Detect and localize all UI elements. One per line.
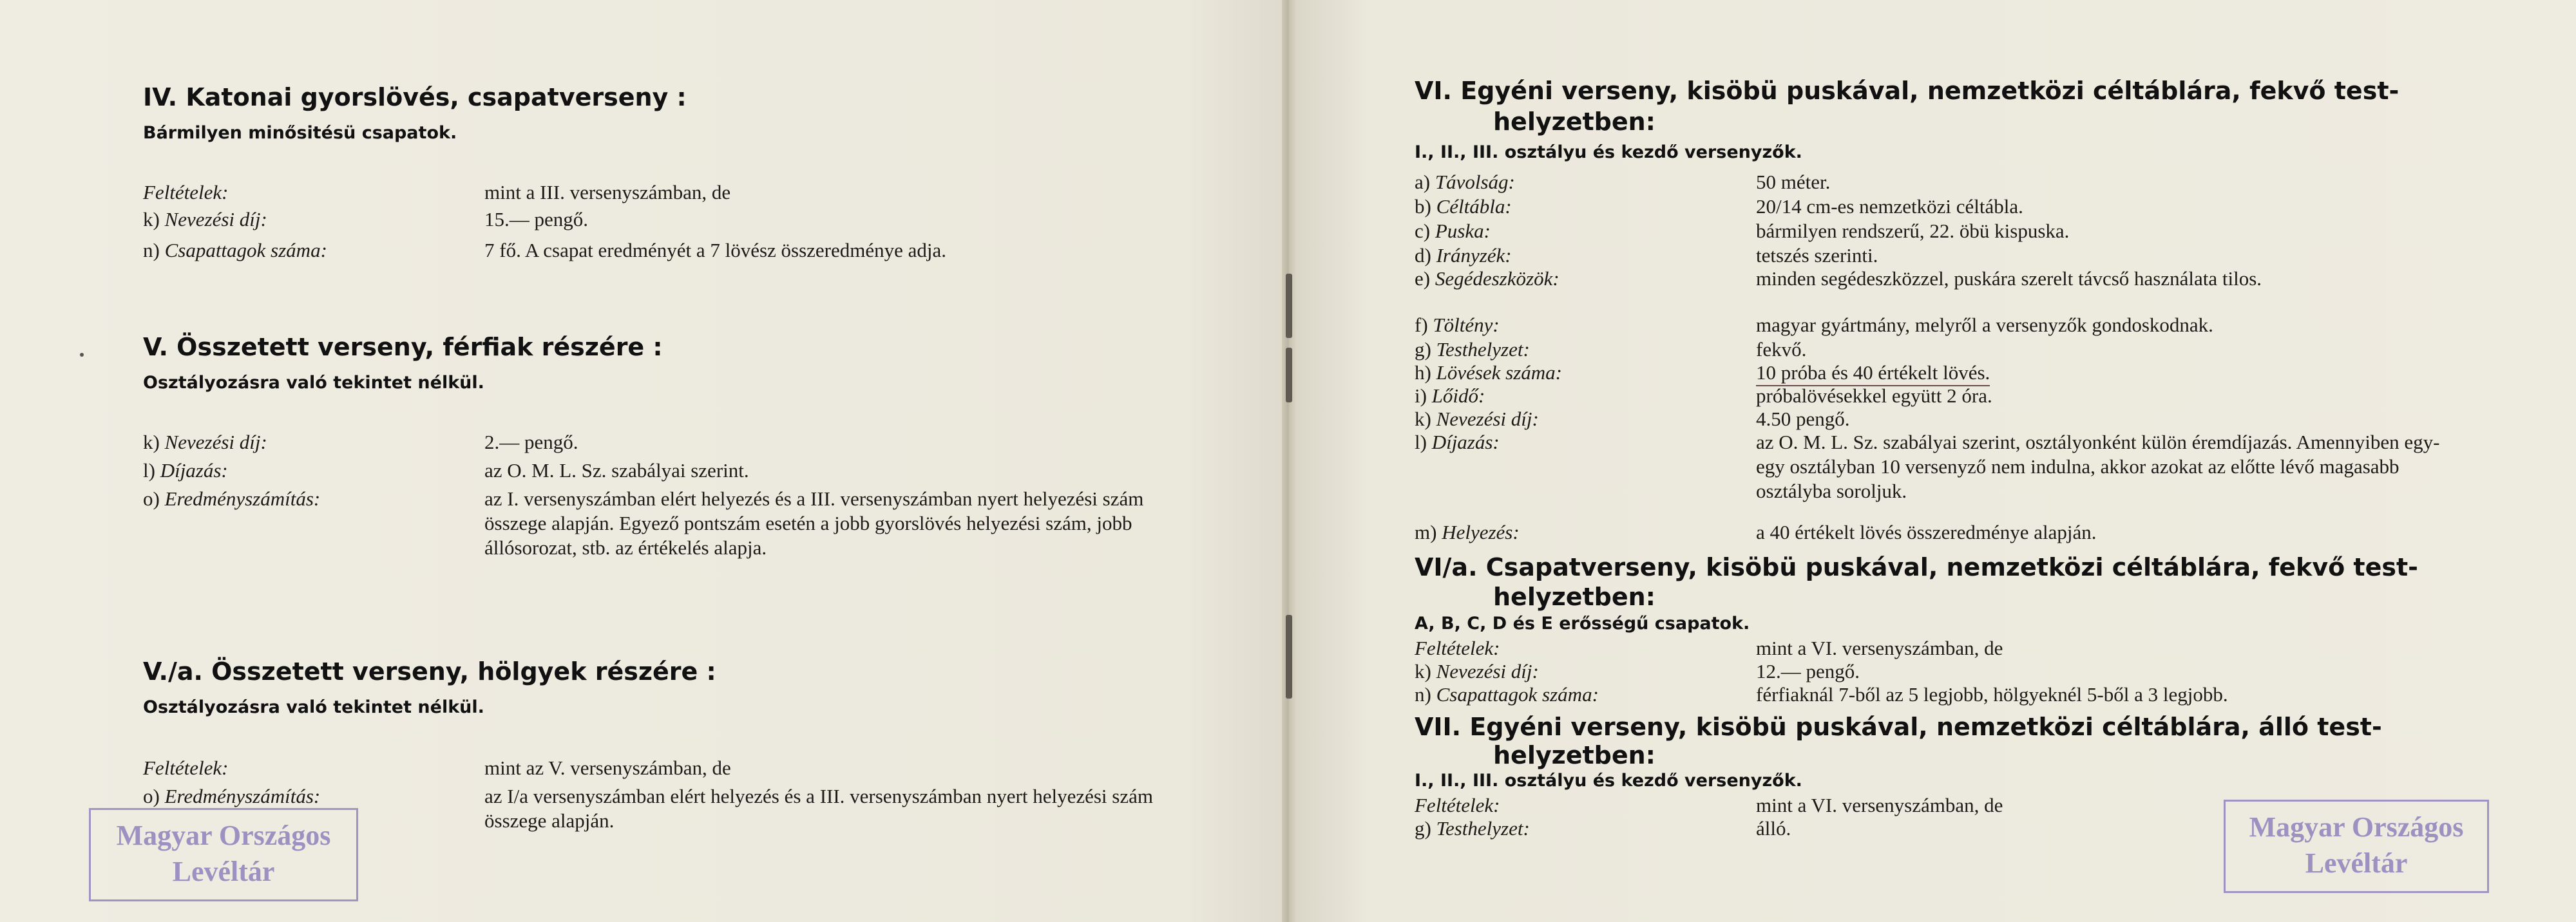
row-key-prefix: k) <box>1415 660 1431 682</box>
row-key-prefix: o) <box>143 785 160 807</box>
row-key: Csapattagok száma: <box>164 239 327 261</box>
row-key: Testhelyzet: <box>1436 338 1530 361</box>
row-key-prefix: a) <box>1415 171 1431 193</box>
section-vi-title-line: VI. Egyéni verseny, kisöbü puskával, nemzetközi céltáblára, fekvő test- <box>1415 77 2399 105</box>
row-key: Csapattagok száma: <box>1436 683 1599 706</box>
row-value: mint a VI. versenyszámban, de <box>1756 637 2003 659</box>
row-key-prefix: k) <box>143 208 160 230</box>
row-key: Feltételek: <box>143 757 229 779</box>
row-key-prefix: b) <box>1415 195 1431 218</box>
staple <box>1286 274 1292 338</box>
stamp-line: Levéltár <box>172 856 275 887</box>
row-key-prefix: g) <box>1415 338 1431 361</box>
row-key: Nevezési díj: <box>1436 660 1539 682</box>
row-value: 20/14 cm-es nemzetközi céltábla. <box>1756 195 2023 218</box>
archive-stamp <box>89 808 358 901</box>
row-key-prefix: i) <box>1415 384 1427 407</box>
row-key: Nevezési díj: <box>164 431 267 453</box>
row-key: Eredményszámítás: <box>164 487 321 510</box>
row-key-prefix: o) <box>143 487 160 510</box>
section-via-title-line: VI/a. Csapatverseny, kisöbü puskával, nemzetközi céltáblára, fekvő test- <box>1415 553 2418 581</box>
section-va-subtitle: Osztályozásra való tekintet nélkül. <box>143 697 484 717</box>
section-vii-subtitle: I., II., III. osztályu és kezdő versenyzők. <box>1415 771 1802 791</box>
section-vi-subtitle: I., II., III. osztályu és kezdő versenyzők. <box>1415 142 1802 162</box>
row-key: Töltény: <box>1433 314 1500 336</box>
row-value: az O. M. L. Sz. szabályai szerint, osztályonként külön éremdíjazás. Amennyiben egy-egy osztályban 10 versenyző nem indulna, akkor azokat az előtte lévő magasabb osztályba soroljuk. <box>1756 431 2440 502</box>
row-value: 10 próba és 40 értékelt lövés. <box>1756 361 1990 386</box>
row-key-prefix: l) <box>143 459 155 482</box>
section-vi-title-line: helyzetben: <box>1493 108 1655 136</box>
row-key-prefix: f) <box>1415 314 1428 336</box>
section-via-subtitle: A, B, C, D és E erősségű csapatok. <box>1415 614 1750 634</box>
section-via-title-line: helyzetben: <box>1493 583 1655 611</box>
row-value: mint a III. versenyszámban, de <box>484 181 731 203</box>
row-key: Díjazás: <box>1431 431 1500 453</box>
section-iv-title: IV. Katonai gyorslövés, csapatverseny : <box>143 83 687 111</box>
row-key: Lövések száma: <box>1436 361 1563 384</box>
row-key-prefix: d) <box>1415 244 1431 267</box>
row-key: Testhelyzet: <box>1436 817 1530 840</box>
row-value: férfiaknál 7-ből az 5 legjobb, hölgyeknél 5-ből a 3 legjobb. <box>1756 683 2228 706</box>
row-key: Helyezés: <box>1442 521 1520 543</box>
row-key: Díjazás: <box>160 459 228 482</box>
row-value: magyar gyártmány, melyről a versenyzők gondoskodnak. <box>1756 314 2213 336</box>
row-value: 15.— pengő. <box>484 208 589 230</box>
row-key: Távolság: <box>1435 171 1515 193</box>
section-vii-title-line: helyzetben: <box>1493 741 1655 769</box>
row-key-prefix: k) <box>143 431 160 453</box>
row-key: Céltábla: <box>1436 195 1512 218</box>
row-key: Segédeszközök: <box>1435 267 1560 290</box>
stamp-line: Magyar Országos <box>116 820 331 851</box>
ink-speck <box>80 353 84 357</box>
section-v-subtitle: Osztályozásra való tekintet nélkül. <box>143 373 484 393</box>
row-key-prefix: n) <box>1415 683 1431 706</box>
row-value: 7 fő. A csapat eredményét a 7 lövész összeredménye adja. <box>484 239 947 261</box>
section-v-title: V. Összetett verseny, férfiak részére : <box>143 333 663 361</box>
archive-stamp <box>2224 800 2489 893</box>
row-value: bármilyen rendszerű, 22. öbü kispuska. <box>1756 220 2070 242</box>
row-value: álló. <box>1756 817 1791 840</box>
row-key-prefix: e) <box>1415 267 1431 290</box>
row-key: Eredményszámítás: <box>164 785 321 807</box>
row-value: fekvő. <box>1756 338 1807 361</box>
row-key: Lőidő: <box>1431 384 1485 407</box>
row-key: Puska: <box>1435 220 1491 242</box>
book-spine <box>1282 0 1296 922</box>
row-value: 12.— pengő. <box>1756 660 1860 682</box>
row-key: Feltételek: <box>1415 794 1500 816</box>
section-vii-title-line: VII. Egyéni verseny, kisöbü puskával, nemzetközi céltáblára, álló test- <box>1415 713 2382 741</box>
staple <box>1286 348 1292 402</box>
row-value: tetszés szerinti. <box>1756 244 1878 267</box>
row-key-prefix: g) <box>1415 817 1431 840</box>
row-value: az I/a versenyszámban elért helyezés és a III. versenyszámban nyert helyezési szám összege alapján. <box>484 785 1153 832</box>
row-key: Feltételek: <box>143 181 229 203</box>
row-key-prefix: l) <box>1415 431 1427 453</box>
section-iv-subtitle: Bármilyen minősitésü csapatok. <box>143 123 457 143</box>
row-key: Irányzék: <box>1436 244 1512 267</box>
row-value: 50 méter. <box>1756 171 1831 193</box>
row-value: minden segédeszközzel, puskára szerelt távcső használata tilos. <box>1756 267 2262 290</box>
row-key-prefix: n) <box>143 239 160 261</box>
row-value: 2.— pengő. <box>484 431 578 453</box>
row-value: 4.50 pengő. <box>1756 408 1850 430</box>
row-value: mint az V. versenyszámban, de <box>484 757 731 779</box>
row-key-prefix: m) <box>1415 521 1437 543</box>
row-key-prefix: h) <box>1415 361 1431 384</box>
row-key-prefix: c) <box>1415 220 1431 242</box>
row-value: az I. versenyszámban elért helyezés és a III. versenyszámban nyert helyezési szám összege alapján. Egyező pontszám esetén a jobb gyorslövés helyezési szám, jobb állósorozat, stb. az értékelés alapja. <box>484 487 1144 559</box>
row-value: mint a VI. versenyszámban, de <box>1756 794 2003 816</box>
row-key: Feltételek: <box>1415 637 1500 659</box>
row-key: Nevezési díj: <box>164 208 267 230</box>
row-value: próbalövésekkel együtt 2 óra. <box>1756 384 1992 407</box>
row-value: a 40 értékelt lövés összeredménye alapján. <box>1756 521 2097 543</box>
row-key: Nevezési díj: <box>1436 408 1539 430</box>
section-va-title: V./a. Összetett verseny, hölgyek részére : <box>143 657 716 686</box>
row-value: az O. M. L. Sz. szabályai szerint. <box>484 459 749 482</box>
row-key-prefix: k) <box>1415 408 1431 430</box>
staple <box>1286 615 1292 699</box>
stamp-line: Levéltár <box>2305 847 2408 879</box>
stamp-line: Magyar Országos <box>2249 811 2464 843</box>
